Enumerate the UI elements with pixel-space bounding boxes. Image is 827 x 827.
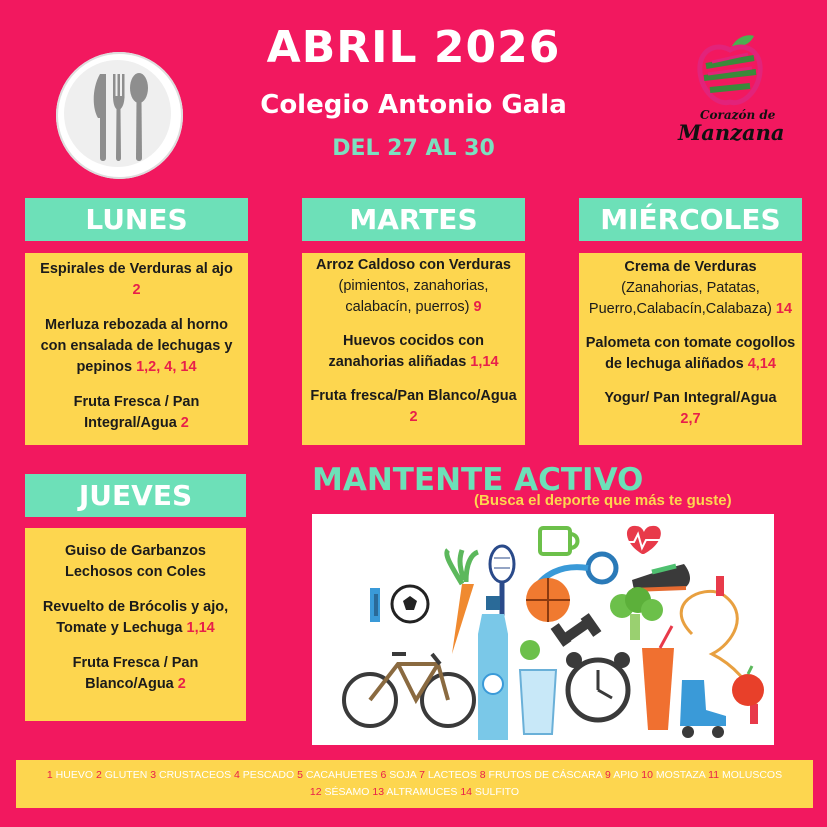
- broccoli-icon: [610, 587, 663, 640]
- allergen-label: FRUTOS DE CÁSCARA: [485, 769, 606, 781]
- allergen-item: [310, 786, 372, 798]
- martes-dish1: Arroz Caldoso con Verduras: [316, 257, 511, 273]
- day-header-jueves: JUEVES: [25, 474, 246, 517]
- allergen-label: LACTEOS: [424, 769, 480, 781]
- logo-text-line2: Manzana: [678, 120, 785, 145]
- allergen-number: 5: [297, 769, 303, 781]
- corazon-de-manzana-logo: [670, 32, 790, 162]
- miercoles-dish1-allergens: 14: [775, 301, 793, 317]
- tennis-ball-icon: [520, 640, 540, 660]
- dumbbell-icon: [370, 588, 380, 622]
- miercoles-dessert-allergens: 2,7: [680, 411, 701, 427]
- juice-icon: [642, 626, 674, 730]
- allergen-number: 6: [380, 769, 387, 781]
- allergen-number: 2: [95, 769, 102, 781]
- allergen-legend: [16, 760, 813, 808]
- allergen-item: [381, 769, 420, 781]
- allergen-label: MOSTAZA: [652, 769, 709, 781]
- cup-icon: [540, 528, 578, 554]
- plate-cutlery-icon: [56, 52, 183, 179]
- allergen-number: 8: [479, 769, 486, 781]
- jueves-dish1: Guiso de Garbanzos Lechosos con Coles: [64, 543, 206, 580]
- miercoles-dish2: Palometa con tomate cogollos de lechuga aliñados: [585, 335, 796, 372]
- allergen-item: [605, 769, 641, 781]
- allergen-item: [641, 769, 708, 781]
- alarm-clock-icon: [566, 652, 630, 720]
- lunes-dish2: Merluza rebozada al horno con ensalada de lechugas y pepinos: [40, 317, 233, 375]
- allergen-label: SOJA: [386, 769, 420, 781]
- allergen-item: [419, 769, 480, 781]
- allergen-item: [234, 769, 297, 781]
- allergen-label: PESCADO: [239, 769, 298, 781]
- miercoles-dish1-detail: (Zanahorias, Patatas, Puerro,Calabacín,Calabaza): [588, 280, 772, 317]
- heart-rate-icon: [622, 526, 662, 554]
- day-header-lunes: LUNES: [25, 198, 248, 241]
- allergen-number: 11: [708, 769, 720, 781]
- allergen-number: 12: [309, 786, 322, 798]
- allergen-item: [708, 769, 782, 781]
- active-section-title: MANTENTE ACTIVO: [312, 462, 644, 498]
- school-name: Colegio Antonio Gala: [260, 90, 567, 120]
- lunes-dessert: Fruta Fresca / Pan Integral/Agua: [73, 394, 200, 431]
- allergen-label: CRUSTACEOS: [156, 769, 235, 781]
- menu-card-jueves: [25, 528, 246, 721]
- martes-dessert: Fruta fresca/Pan Blanco/Agua: [310, 388, 517, 404]
- allergen-number: 14: [460, 786, 472, 798]
- allergen-item: [47, 769, 96, 781]
- menu-card-lunes: [25, 253, 248, 445]
- jueves-dessert-allergens: 2: [177, 676, 186, 692]
- allergen-label: MOLUSCOS: [719, 769, 783, 781]
- jueves-dessert: Fruta Fresca / Pan Blanco/Agua: [72, 655, 199, 692]
- jueves-dish2: Revuelto de Brócolis y ajo, Tomate y Lechuga: [42, 599, 229, 636]
- jueves-dish2-allergens: 1,14: [186, 620, 215, 636]
- allergen-item: [480, 769, 605, 781]
- allergen-item: [96, 769, 150, 781]
- menu-card-martes: [302, 253, 525, 445]
- allergen-label: APIO: [610, 769, 642, 781]
- lunes-dessert-allergens: 2: [180, 415, 189, 431]
- racket-icon: [490, 546, 514, 624]
- water-bottle-icon: [478, 596, 508, 740]
- allergen-label: GLUTEN: [101, 769, 151, 781]
- page-title: ABRIL 2026: [266, 22, 561, 73]
- allergen-number: 7: [419, 769, 425, 781]
- menu-card-miercoles: [579, 253, 802, 445]
- allergen-item: [150, 769, 234, 781]
- allergen-label: HUEVO: [52, 769, 96, 781]
- lunes-dish1-allergens: 2: [132, 282, 141, 298]
- miercoles-dessert: Yogur/ Pan Integral/Agua: [604, 390, 777, 406]
- miercoles-dish2-allergens: 4,14: [747, 356, 776, 372]
- allergen-item: [297, 769, 380, 781]
- bicycle-icon: [344, 654, 474, 726]
- martes-dish1-detail: (pimientos, zanahorias, calabacín, puerros): [338, 278, 489, 315]
- allergen-label: CACAHUETES: [302, 769, 381, 781]
- allergen-number: 13: [372, 786, 385, 798]
- day-header-martes: MARTES: [302, 198, 525, 241]
- allergen-number: 10: [641, 769, 653, 781]
- allergen-label: SÉSAMO: [321, 786, 373, 798]
- active-section-subtitle: (Busca el deporte que más te guste): [474, 492, 732, 509]
- day-header-miercoles: MIÉRCOLES: [579, 198, 802, 241]
- logo-text-line1: Corazón de: [700, 108, 776, 122]
- soccer-ball-icon: [392, 586, 428, 622]
- allergen-label: SULFITO: [472, 786, 520, 798]
- carrot-icon: [447, 550, 478, 654]
- sports-illustration: [312, 514, 774, 745]
- lunes-dish1: Espirales de Verduras al ajo: [40, 261, 233, 277]
- martes-dish2: Huevos cocidos con zanahorias aliñadas: [328, 333, 484, 370]
- allergen-item: [372, 786, 460, 798]
- allergen-number: 9: [605, 769, 611, 781]
- allergen-label: ALTRAMUCES: [384, 786, 461, 798]
- allergen-number: 3: [150, 769, 157, 781]
- glass-icon: [520, 670, 556, 734]
- basketball-icon: [526, 578, 570, 622]
- lunes-dish2-allergens: 1,2, 4, 14: [136, 359, 197, 375]
- martes-dish1-allergens: 9: [473, 299, 482, 315]
- martes-dessert-allergens: 2: [409, 409, 418, 425]
- allergen-number: 4: [234, 769, 240, 781]
- allergen-number: 1: [46, 769, 53, 781]
- date-range: DEL 27 AL 30: [332, 136, 495, 161]
- apple-logo-icon: [692, 32, 768, 112]
- miercoles-dish1: Crema de Verduras: [624, 259, 757, 275]
- martes-dish2-allergens: 1,14: [470, 354, 499, 370]
- rollerskate-icon: [680, 680, 726, 738]
- sneaker-icon: [632, 564, 690, 590]
- allergen-item: [460, 786, 519, 798]
